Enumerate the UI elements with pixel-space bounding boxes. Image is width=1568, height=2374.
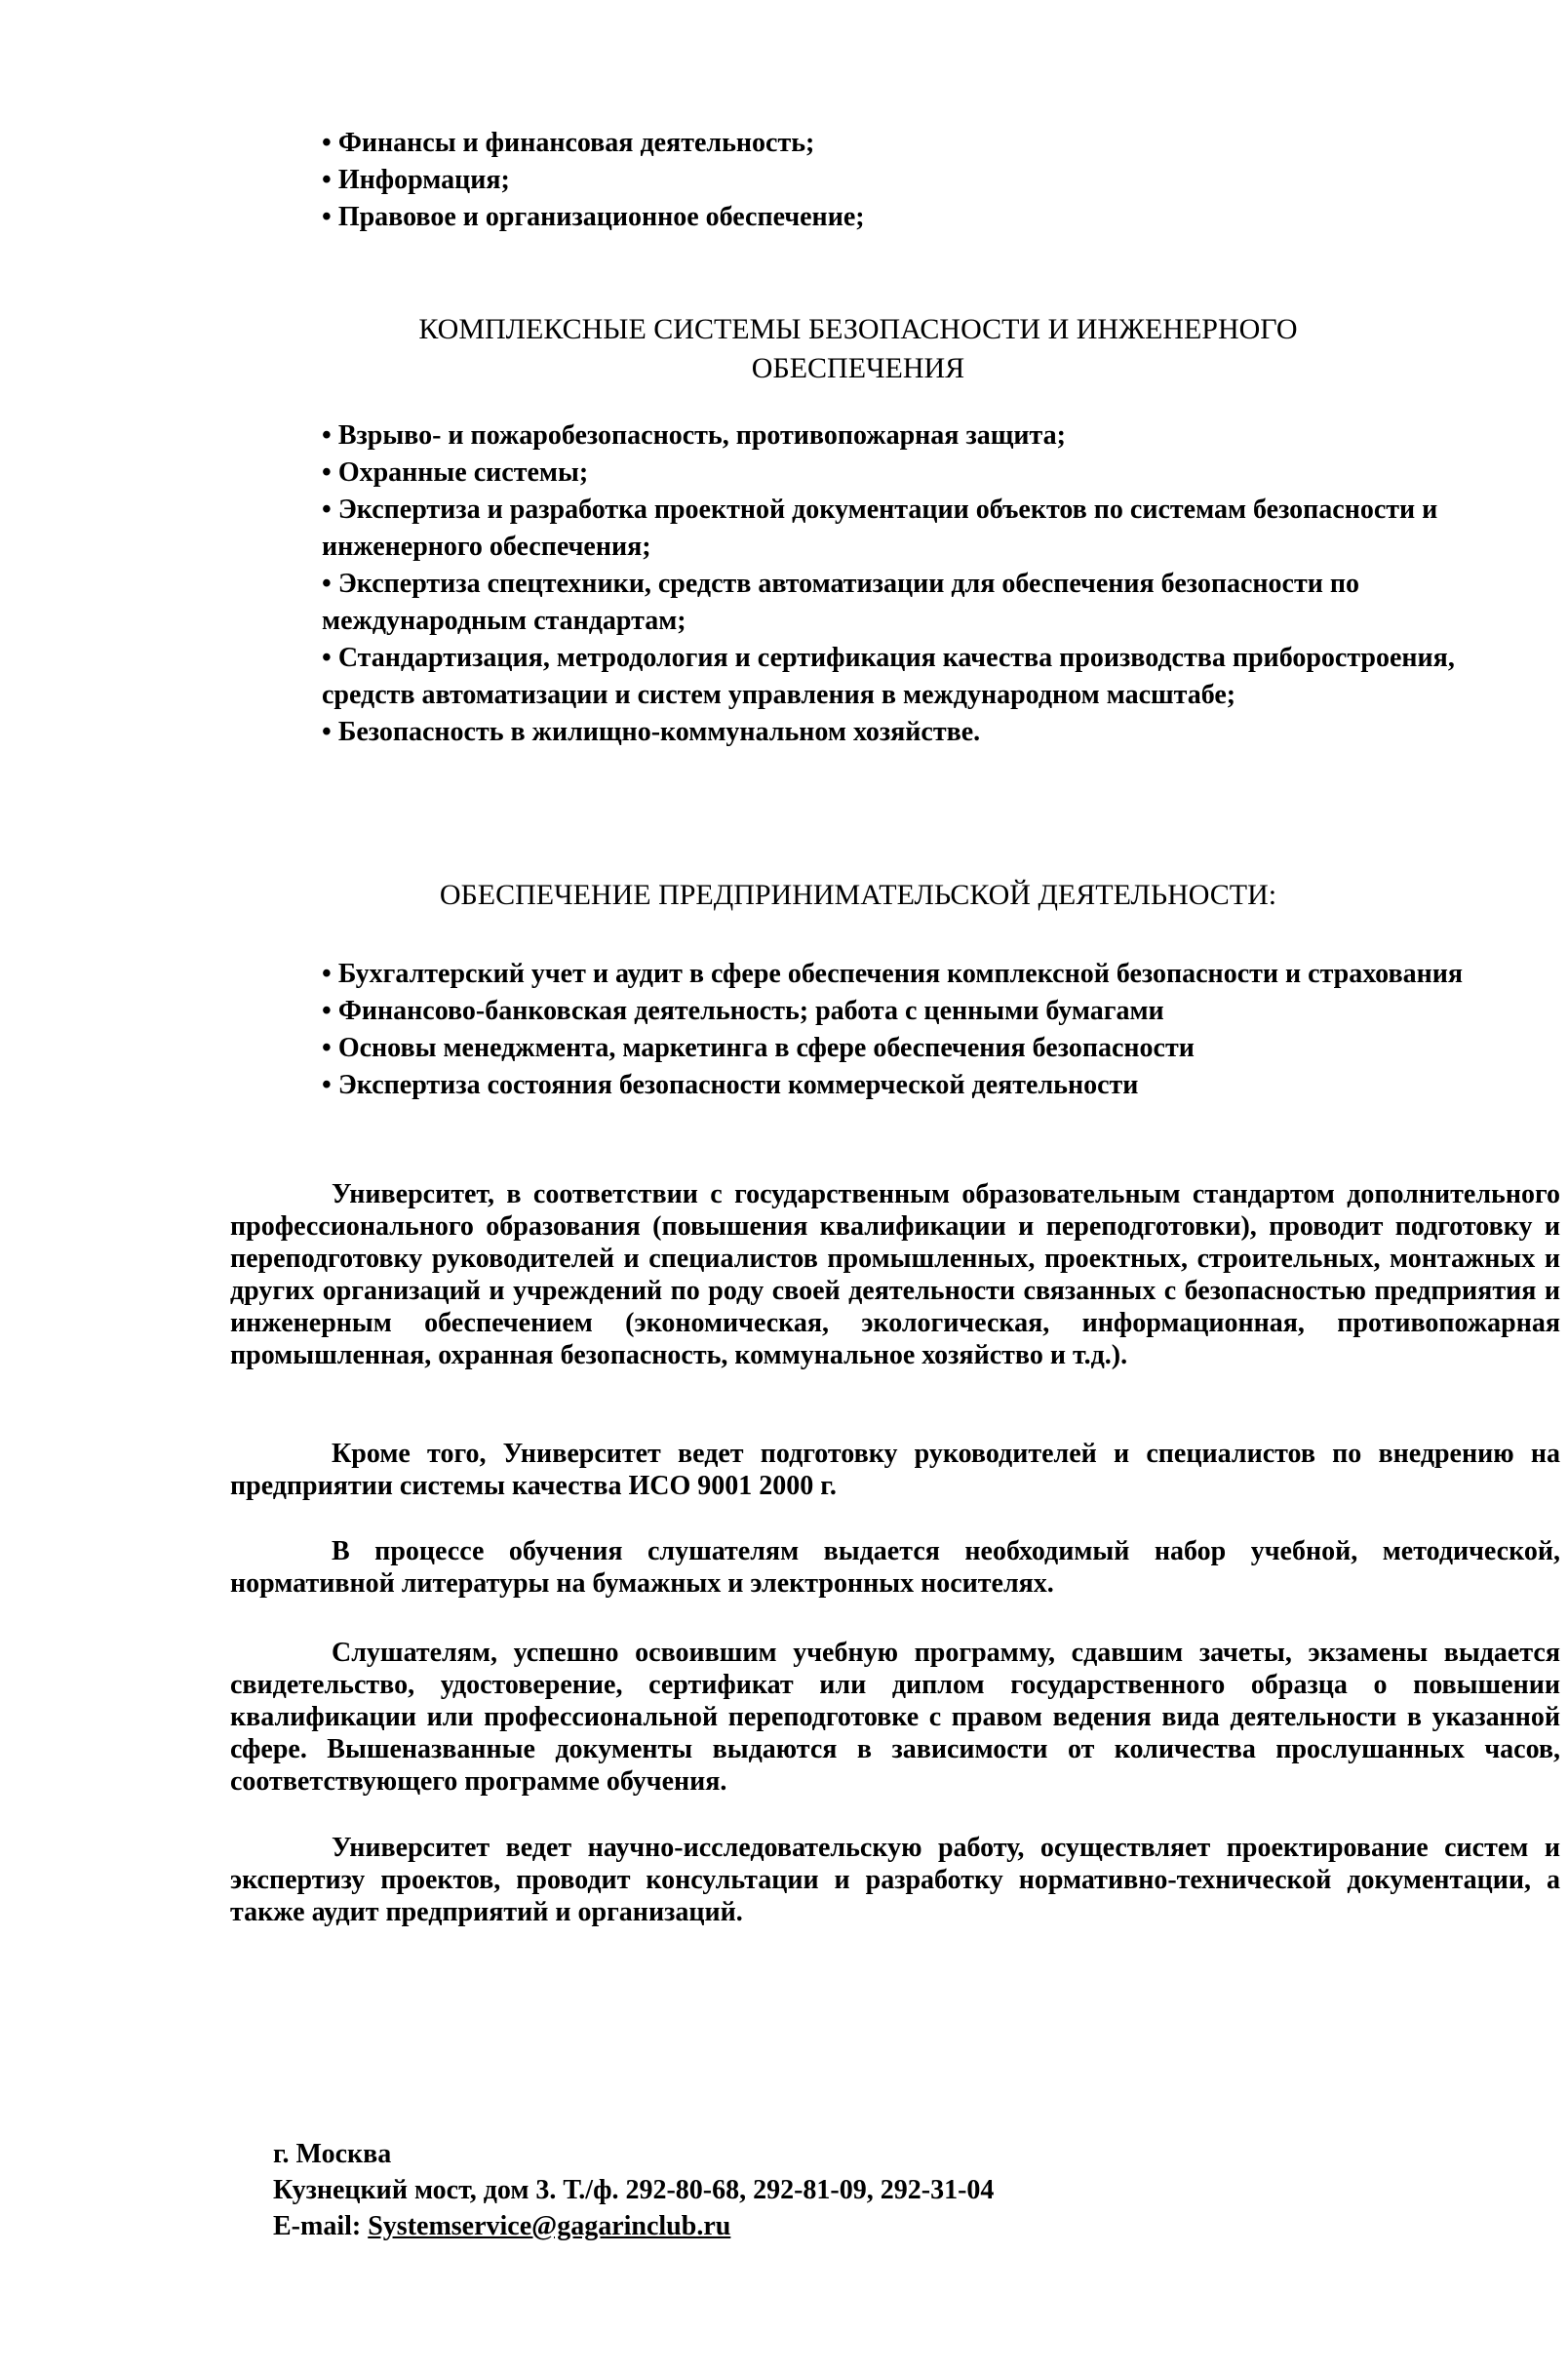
list-item: • Экспертиза спецтехники, средств автоматизации для обеспечения безопасности по международным стандартам; [322, 566, 1541, 640]
list-item: • Основы менеджмента, маркетинга в сфере обеспечения безопасности [322, 1030, 1511, 1067]
list-item: • Правовое и организационное обеспечение; [322, 199, 1492, 236]
heading-line: ОБЕСПЕЧЕНИЯ [751, 352, 965, 384]
top-bullet-list [322, 125, 1492, 236]
email-line [273, 2208, 994, 2244]
paragraph-certificates: Слушателям, успешно освоившим учебную программу, сдавшим зачеты, экзамены выдается свидетельство, удостоверение, сертификат или диплом государственного образца о повышении квалификации или профессиональной переподготовке с правом ведения вида деятельности в указанной сфере. Вышеназванные документы выдаются в зависимости от количества прослушанных часов, соответствующего программе обучения. [230, 1638, 1560, 1797]
list-item: • Экспертиза и разработка проектной документации объектов по системам безопасности и инженерного обеспечения; [322, 492, 1541, 566]
list-item: • Информация; [322, 162, 1492, 199]
security-systems-list [322, 417, 1541, 751]
address: Кузнецкий мост, дом 3. Т./ф. 292-80-68, 292-81-09, 292-31-04 [273, 2175, 995, 2205]
contact-footer [273, 2136, 994, 2244]
list-item: • Взрыво- и пожаробезопасность, противопожарная защита; [322, 417, 1541, 455]
paragraph-university-standard: Университет, в соответствии с государственным образовательным стандартом дополнительного профессионального образования (повышения квалификации и переподготовки), проводит подготовку и переподготовку руководителей и специалистов промышленных, проектных, строительных, монтажных и других организаций и учреждений по роду своей деятельности связанных с безопасностью предприятия и инженерным обеспечением (экономическая, экологическая, информационная, противопожарная промышленная, охранная безопасность, коммунальное хозяйство и т.д.). [230, 1179, 1560, 1370]
email-link[interactable]: Systemservice@gagarinclub.ru [368, 2211, 731, 2241]
section-heading-security-systems [322, 310, 1394, 388]
business-support-list [322, 956, 1511, 1104]
heading-line: ОБЕСПЕЧЕНИЕ ПРЕДПРИНИМАТЕЛЬСКОЙ ДЕЯТЕЛЬНОСТИ: [439, 879, 1277, 911]
list-item: • Безопасность в жилищно-коммунальном хозяйстве. [322, 714, 1541, 751]
paragraph-study-materials: В процессе обучения слушателям выдается необходимый набор учебной, методической, нормативной литературы на бумажных и электронных носителях. [230, 1536, 1560, 1599]
section-heading-business-support [322, 876, 1394, 915]
paragraph-research: Университет ведет научно-исследовательскую работу, осуществляет проектирование систем и экспертизу проектов, проводит консультации и разработку нормативно-технической документации, а также аудит предприятий и организаций. [230, 1833, 1560, 1927]
city: г. Москва [273, 2139, 392, 2169]
list-item: • Охранные системы; [322, 455, 1541, 492]
list-item: • Финансово-банковская деятельность; работа с ценными бумагами [322, 993, 1511, 1030]
list-item: • Бухгалтерский учет и аудит в сфере обеспечения комплексной безопасности и страхования [322, 956, 1511, 993]
list-item: • Стандартизация, метродология и сертификация качества производства приборостроения, средств автоматизации и систем управления в международном масштабе; [322, 640, 1541, 714]
email-label: E-mail: [273, 2211, 362, 2241]
list-item: • Экспертиза состояния безопасности коммерческой деятельности [322, 1067, 1511, 1104]
list-item: • Финансы и финансовая деятельность; [322, 125, 1492, 162]
paragraph-iso-training: Кроме того, Университет ведет подготовку руководителей и специалистов по внедрению на предприятии системы качества ИСО 9001 2000 г. [230, 1439, 1560, 1501]
heading-line: КОМПЛЕКСНЫЕ СИСТЕМЫ БЕЗОПАСНОСТИ И ИНЖЕНЕРНОГО [418, 313, 1298, 345]
